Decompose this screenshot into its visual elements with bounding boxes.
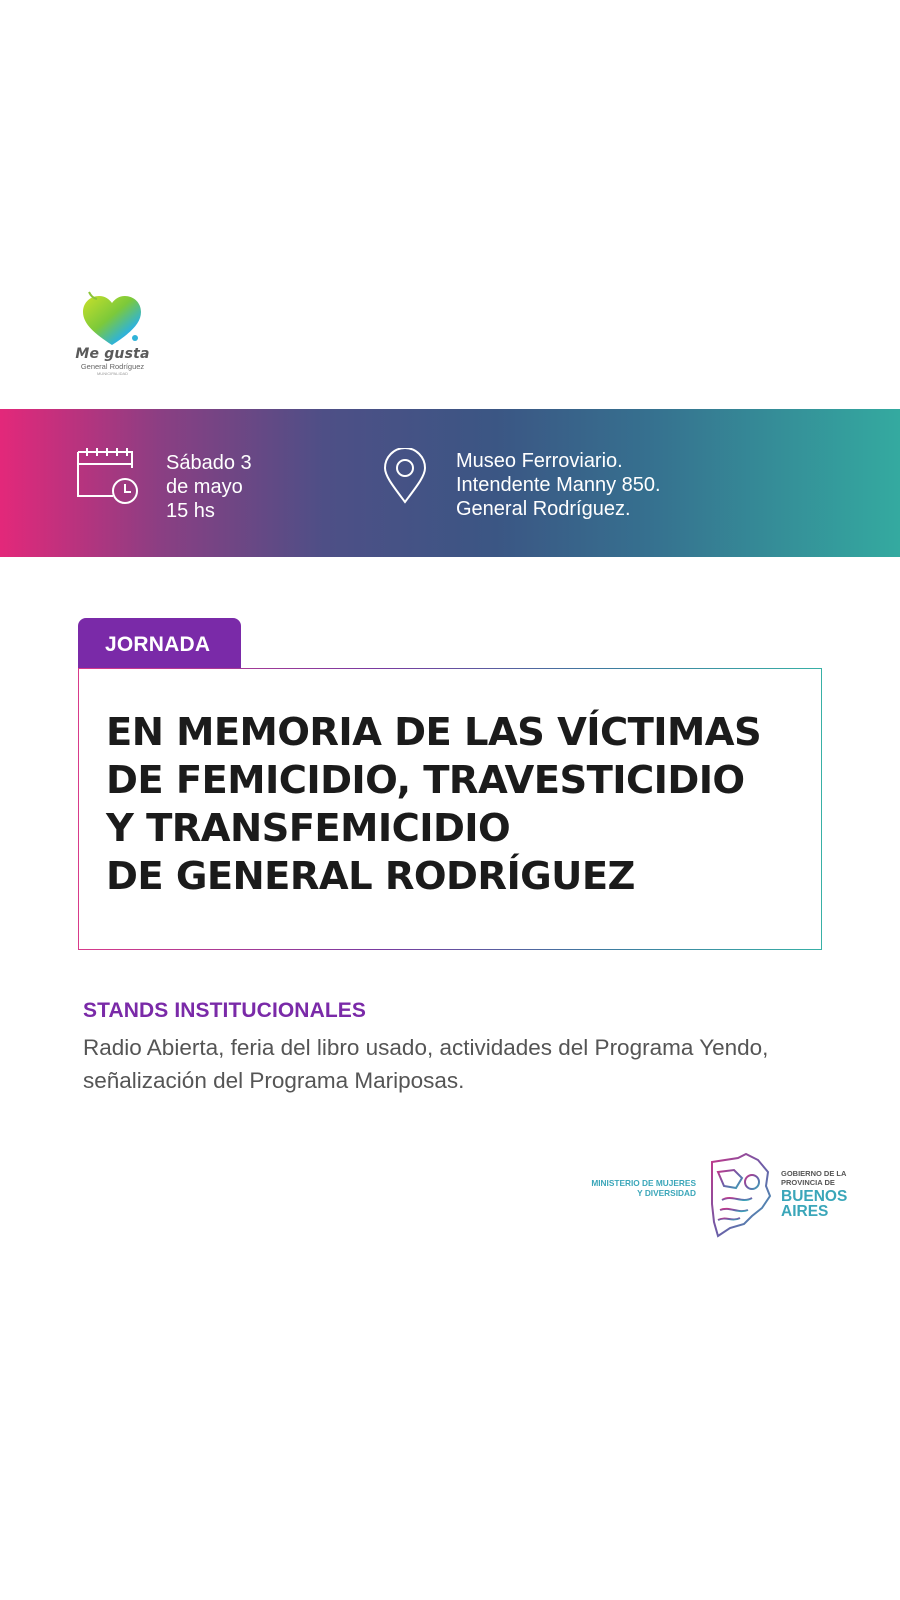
headline-line: Y TRANSFEMICIDIO — [106, 806, 511, 851]
event-type-tag: JORNADA — [78, 618, 241, 668]
headline-box — [78, 668, 822, 950]
province-name-line: AIRES — [781, 1203, 829, 1220]
ministry-line: Y DIVERSIDAD — [637, 1188, 696, 1198]
event-date — [166, 451, 252, 523]
event-date-time: 15 hs — [166, 500, 215, 522]
gov-line: GOBIERNO DE LA — [781, 1169, 847, 1178]
logo-subtitle: General Rodríguez — [80, 362, 145, 371]
logo-title: Me gusta — [75, 346, 150, 362]
headline — [106, 709, 761, 901]
event-location-venue: Museo Ferroviario. — [456, 450, 623, 472]
ministry-label — [580, 1178, 696, 1198]
headline-line: DE GENERAL RODRÍGUEZ — [106, 854, 635, 899]
province-name-line: BUENOS — [781, 1188, 848, 1205]
event-location-city: General Rodríguez. — [456, 498, 631, 520]
event-date-month: de mayo — [166, 476, 243, 498]
province-logo-text — [781, 1169, 847, 1219]
location-pin-icon — [383, 448, 427, 504]
gov-line: PROVINCIA DE — [781, 1178, 835, 1187]
event-location — [456, 449, 661, 521]
ministry-line: MINISTERIO DE MUJERES — [591, 1178, 696, 1188]
stands-title: STANDS INSTITUCIONALES — [83, 999, 366, 1022]
headline-line: EN MEMORIA DE LAS VÍCTIMAS — [106, 710, 762, 755]
event-date-day: Sábado 3 — [166, 452, 252, 474]
province-name — [781, 1189, 847, 1219]
calendar-clock-icon — [77, 448, 141, 506]
heart-logo-icon — [75, 290, 150, 348]
event-location-address: Intendente Manny 850. — [456, 474, 661, 496]
headline-line: DE FEMICIDIO, TRAVESTICIDIO — [106, 758, 745, 803]
logo-caption: MUNICIPALIDAD — [96, 371, 129, 376]
stands-description: Radio Abierta, feria del libro usado, actividades del Programa Yendo, señalización del Programa Mariposas. — [83, 1035, 769, 1093]
municipality-logo — [75, 290, 150, 390]
province-emblem-icon — [708, 1152, 774, 1238]
